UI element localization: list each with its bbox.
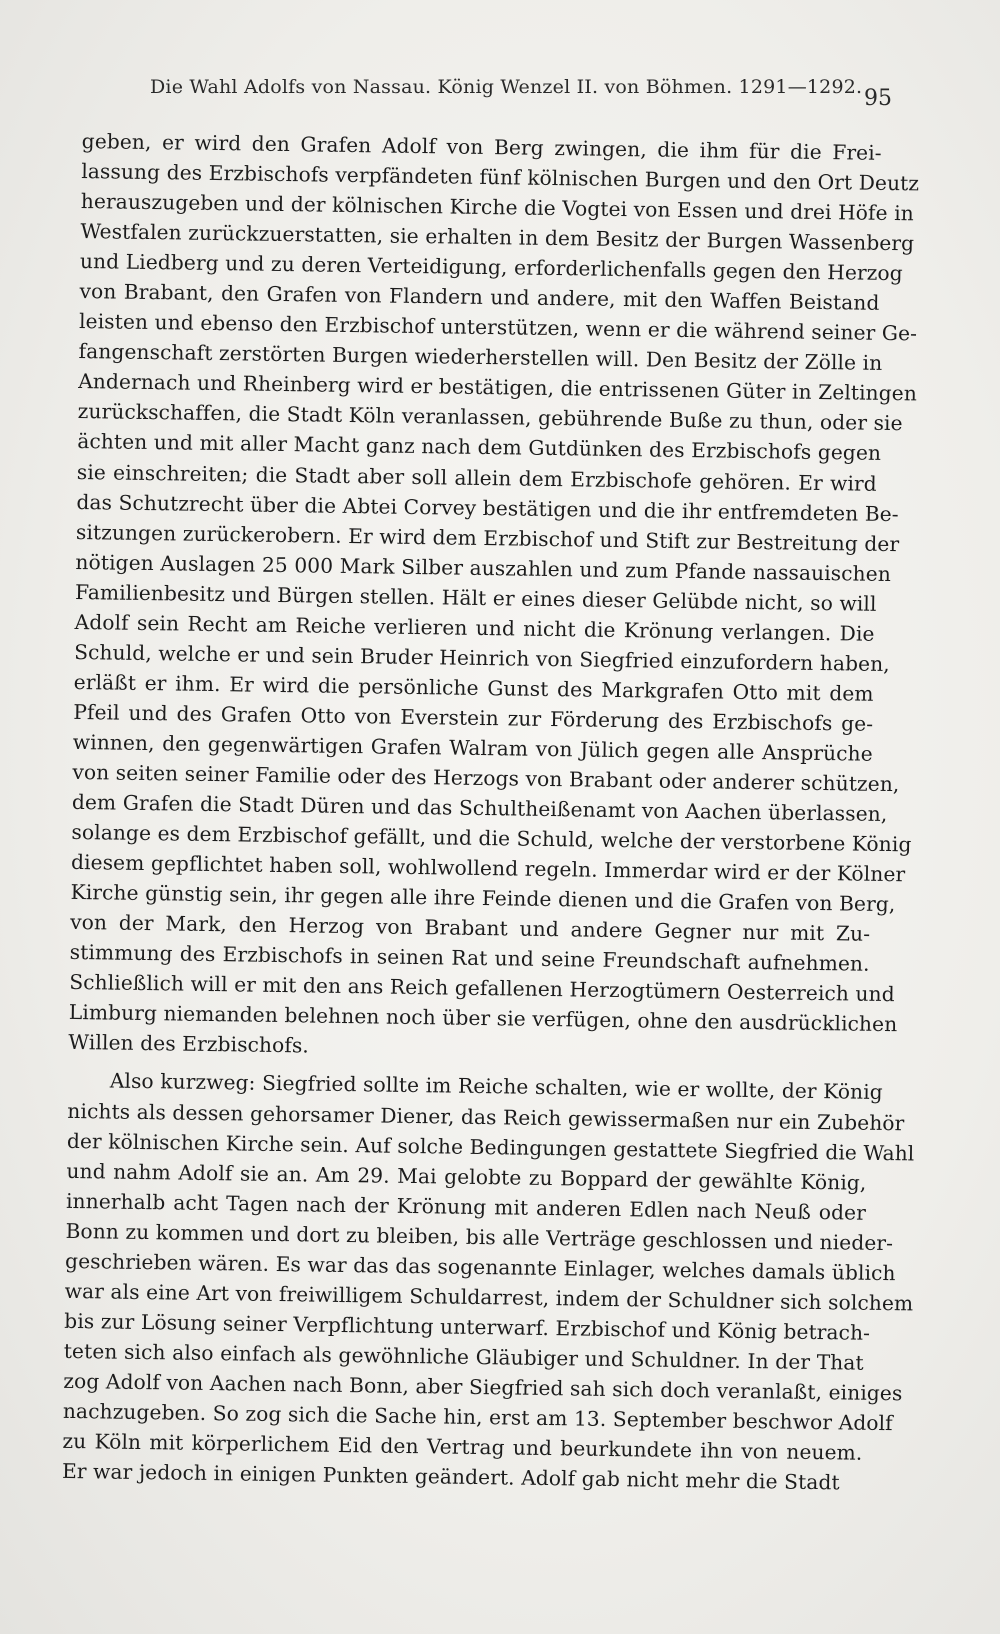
running-header: Die Wahl Adolfs von Nassau. König Wenzel II. von Böhmen. 1291—1292. [150,76,863,98]
text-line: bis zur Lösung seiner Verpflichtung unterwarf. Erzbischof und König betrach- [64,1308,871,1345]
text-line: geben, er wird den Grafen Adolf von Berg zwingen, die ihm für die Frei- [81,128,882,165]
text-line: lassung des Erzbischofs verpfändeten fünf kölnischen Burgen und den Ort Deutz [81,159,920,196]
text-line: solange es dem Erzbischof gefällt, und die Schuld, welche der verstorbene König [71,820,912,857]
text-line: nötigen Auslagen 25 000 Mark Silber auszahlen und zum Pfande nassauischen [75,549,892,586]
text-line: zurückschaffen, die Stadt Köln veranlassen, gebührende Buße zu thun, oder sie [77,399,903,436]
text-line: teten sich also einfach als gewöhnliche Gläubiger und Schuldner. In der That [63,1338,864,1375]
text-line: Schließlich will er mit den ans Reich gefallenen Herzogtümern Oesterreich und [69,970,895,1007]
text-line: diesem gepflichtet haben soll, wohlwollend regeln. Immerdar wird er der Kölner [70,850,906,887]
text-line: der kölnischen Kirche sein. Auf solche Bedingungen gestattete Siegfried die Wahl [66,1128,915,1166]
text-line: Pfeil und des Grafen Otto von Everstein zur Förderung des Erzbischofs ge- [73,699,874,736]
text-line: erläßt er ihm. Er wird die persönliche Gunst des Markgrafen Otto mit dem [73,669,874,706]
text-line: Also kurzweg: Siegfried sollte im Reiche schalten, wie er wollte, der König [109,1068,883,1105]
text-line: leisten und ebenso den Erzbischof unterstützen, wenn er die während seiner Ge- [78,309,918,346]
text-line: herauszugeben und der kölnischen Kirche die Vogtei von Essen und drei Höfe in [80,189,915,226]
text-line: dem Grafen die Stadt Düren und das Schultheißenamt von Aachen überlassen, [71,789,888,827]
text-line: Bonn zu kommen und dort zu bleiben, bis alle Verträge geschlossen und nieder- [65,1218,894,1255]
text-line: stimmung des Erzbischofs in seinen Rat und seine Freundschaft aufnehmen. [69,940,870,977]
text-line: Adolf sein Recht am Reiche verlieren und nicht die Krönung verlangen. Die [74,609,875,646]
paragraph-1 [68,126,920,1069]
text-line: Schuld, welche er und sein Bruder Heinrich von Siegfried einzufordern haben, [74,639,890,676]
text-line: sitzungen zurückerobern. Er wird dem Erzbischof und Stift zur Bestreitung der [75,519,900,556]
text-line: das Schutzrecht über die Abtei Corvey bestätigen und die ihr entfremdeten Be- [76,489,899,526]
text-line: innerhalb acht Tagen nach der Krönung mit anderen Edlen nach Neuß oder [65,1188,867,1225]
text-line: nichts als dessen gehorsamer Diener, das Reich gewissermaßen nur ein Zubehör [67,1098,905,1135]
text-line: fangenschaft zerstörten Burgen wiederherstellen will. Den Besitz der Zölle in [78,339,883,376]
text-line: von seiten seiner Familie oder des Herzogs von Brabant oder anderer schützen, [72,759,900,797]
text-line: war als eine Art von freiwilligem Schuldarrest, indem der Schuldner sich solchem [64,1278,914,1316]
body-text [61,126,920,1498]
text-line: Andernach und Rheinberg wird er bestätigen, die entrissenen Güter in Zeltingen [78,369,918,406]
text-line: sie einschreiten; die Stadt aber soll allein dem Erzbischofe gehören. Er wird [76,459,877,496]
paragraph-2 [61,1065,915,1497]
text-line: zu Köln mit körperlichem Eid den Vertrag und beurkundete ihn von neuem. [62,1428,863,1465]
text-line: Willen des Erzbischofs. [68,1030,310,1058]
text-line: Familienbesitz und Bürgen stellen. Hält er eines dieser Gelübde nicht, so will [74,579,877,616]
text-line: Er war jedoch in einigen Punkten geändert. Adolf gab nicht mehr die Stadt [61,1458,840,1495]
text-line: nachzugeben. So zog sich die Sache hin, erst am 13. September beschwor Adolf [62,1398,893,1436]
text-line: Kirche günstig sein, ihr gegen alle ihre Feinde dienen und die Grafen von Berg, [70,880,896,917]
text-line: zog Adolf von Aachen nach Bonn, aber Siegfried sah sich doch veranlaßt, einiges [63,1368,903,1406]
text-line: von Brabant, den Grafen von Flandern und andere, mit den Waffen Beistand [79,279,880,316]
text-line: von der Mark, den Herzog von Brabant und andere Gegner nur mit Zu- [70,910,871,946]
text-line: ächten und mit aller Macht ganz nach dem Gutdünken des Erzbischofs gegen [77,429,882,466]
text-line: geschrieben wären. Es war das das sogenannte Einlager, welches damals üblich [64,1248,896,1285]
text-line: Limburg niemanden belehnen noch über sie verfügen, ohne den ausdrücklichen [68,1000,898,1037]
text-line: und nahm Adolf sie an. Am 29. Mai gelobte zu Boppard der gewählte König, [66,1158,867,1195]
text-line: und Liedberg und zu deren Verteidigung, erforderlichenfalls gegen den Herzog [79,249,903,286]
text-line: winnen, den gegenwärtigen Grafen Walram von Jülich gegen alle Ansprüche [72,729,873,766]
text-line: Westfalen zurückzuerstatten, sie erhalten in dem Besitz der Burgen Wassenberg [80,219,915,256]
page-number: 95 [864,86,892,111]
